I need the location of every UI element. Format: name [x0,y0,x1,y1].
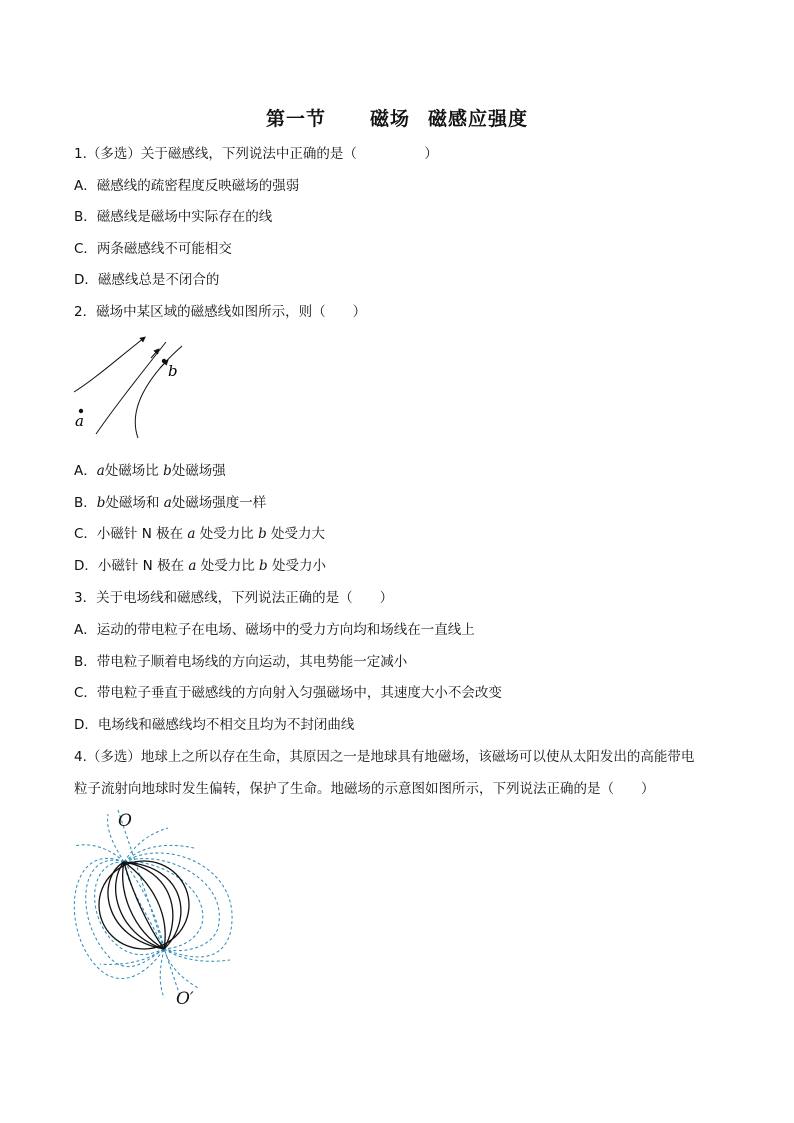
earth-globe [99,861,189,949]
q2-option-c: C．小磁针 N 极在 a 处受力比 b 处受力大 [74,526,326,542]
q2-option-a: A．a处磁场比 b处磁场强 [74,463,226,479]
q1-stem: 1.（多选）关于磁感线，下列说法中正确的是（ ） [74,146,438,162]
q2-field-lines-figure [66,330,196,440]
q1-option-c: C．两条磁感线不可能相交 [74,241,232,257]
q3-option-b: B．带电粒子顺着电场线的方向运动，其电势能一定减小 [74,654,408,670]
dipole-field-lines [74,810,232,998]
title-topic-field: 磁场 [369,108,410,130]
q3-option-d: D．电场线和磁感线均不相交且均为不封闭曲线 [74,717,355,733]
field-line-3 [135,346,182,438]
axis-label-top: O [118,811,132,831]
q1-option-b: B．磁感线是磁场中实际存在的线 [74,209,273,225]
q2-stem: 2．磁场中某区域的磁感线如图所示，则（ ） [74,304,367,320]
field-line-2 [96,342,166,434]
q3-option-c: C．带电粒子垂直于磁感线的方向射入匀强磁场中，其速度大小不会改变 [74,685,502,701]
q4-stem-line-1: 4.（多选）地球上之所以存在生命，其原因之一是地球具有地磁场，该磁场可以使从太阳发出的高能带电 [74,749,695,765]
point-b-label: b [168,362,178,380]
axis-label-bottom: O′ [176,989,194,1008]
point-a-label: a [75,412,84,430]
q2-option-d: D．小磁针 N 极在 a 处受力比 b 处受力小 [74,558,326,574]
q2-option-b: B．b处磁场和 a处磁场强度一样 [74,495,267,511]
title-topic-induction: 磁感应强度 [428,108,529,130]
q3-stem: 3．关于电场线和磁感线，下列说法正确的是（ ） [74,590,394,606]
q1-option-a: A．磁感线的疏密程度反映磁场的强弱 [74,178,300,194]
q4-geomagnetic-field-figure [70,808,240,1008]
section-title [0,104,794,131]
q1-option-d: D．磁感线总是不闭合的 [74,272,220,288]
q3-option-a: A．运动的带电粒子在电场、磁场中的受力方向均和场线在一直线上 [74,622,475,638]
point-b-dot [162,359,166,363]
q4-stem-line-2: 粒子流射向地球时发生偏转，保护了生命。地磁场的示意图如图所示，下列说法正确的是（ ） [74,781,655,797]
title-section-number: 第一节 [265,108,326,130]
